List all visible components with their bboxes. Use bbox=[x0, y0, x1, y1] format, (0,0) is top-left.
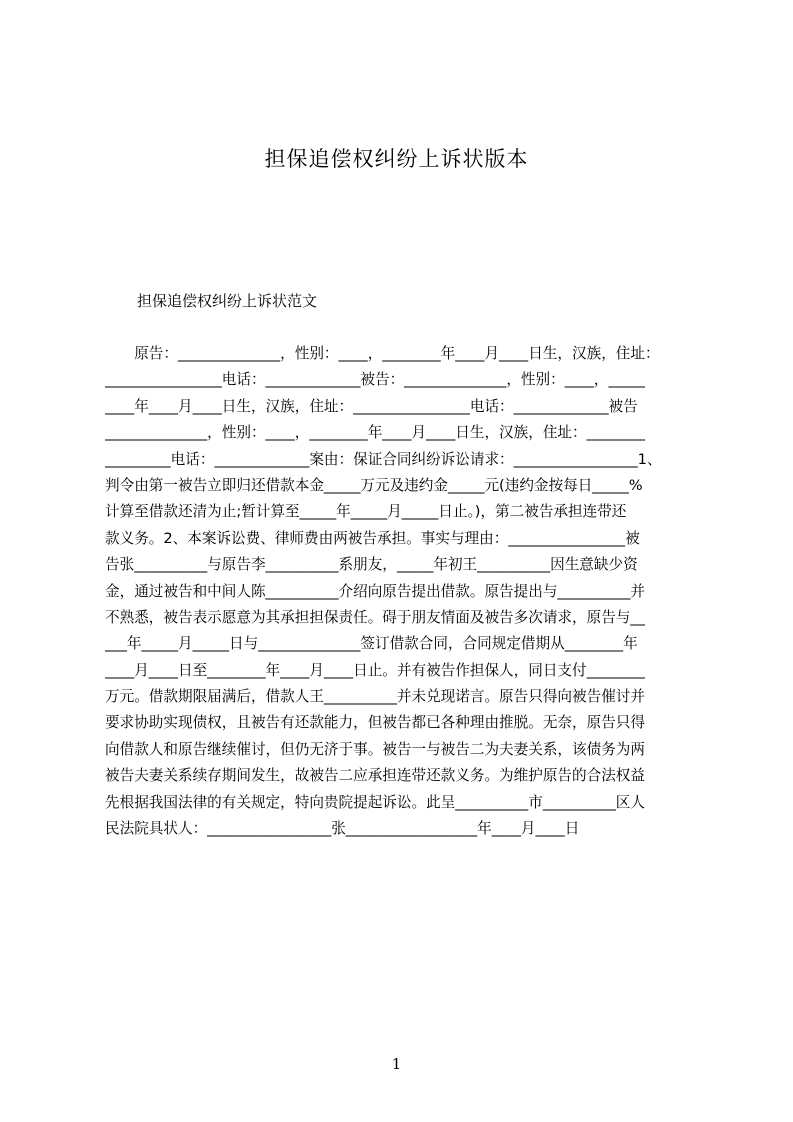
document-title: 担保追偿权纠纷上诉状版本 bbox=[264, 147, 529, 171]
body-line: 计算至借款还清为止;暂计算至_____年_____月_____日止。)，第二被告承担连带还 bbox=[105, 503, 627, 521]
document-body bbox=[105, 341, 696, 842]
body-line: ____年____月____日生，汉族，住址：________________电话：_____________被告 bbox=[105, 397, 638, 415]
body-line: 判令由第一被告立即归还借款本金_____万元及违约金_____元(违约金按每日_____% bbox=[105, 476, 643, 494]
body-line: 万元。借款期限届满后，借款人王__________并未兑现诺言。原告只得向被告催讨并 bbox=[105, 688, 645, 706]
body-line: 民法院具状人：_________________张__________________年____月____日 bbox=[105, 820, 580, 838]
body-line: 不熟悉，被告表示愿意为其承担担保责任。碍于朋友情面及被告多次请求，原告与__ bbox=[105, 608, 645, 626]
body-line: ____月____日至________年____月____日止。并有被告作担保人，同日支付________ bbox=[105, 661, 645, 679]
body-line: ______________，性别：____，________年____月____日生，汉族，住址：________ bbox=[105, 424, 645, 442]
body-line: 告张__________与原告李__________系朋友，_____年初王__________因生意缺少资 bbox=[105, 556, 638, 574]
body-line: ________________电话：_____________被告：______________，性别：____，_____ bbox=[105, 371, 645, 389]
page-number: 1 bbox=[391, 1055, 402, 1073]
body-line: 向借款人和原告继续催讨，但仍无济于事。被告一与被告二为夫妻关系，该债务为两 bbox=[105, 740, 645, 758]
body-line: 金，通过被告和中间人陈__________介绍向原告提出借款。原告提出与__________并 bbox=[105, 582, 645, 600]
body-line: 要求协助实现债权，且被告有还款能力，但被告都已各种理由推脱。无奈，原告只得 bbox=[105, 714, 645, 732]
body-line: ___年_____月_____日与______________签订借款合同，合同规定借期从________年 bbox=[105, 635, 638, 653]
document-subtitle: 担保追偿权纠纷上诉状范文 bbox=[137, 292, 318, 310]
body-line: 先根据我国法律的有关规定，特向贵院提起诉讼。此呈__________市__________区人 bbox=[105, 793, 645, 811]
body-line: 款义务。2、本案诉讼费、律师费由两被告承担。事实与理由：________________被 bbox=[105, 529, 640, 547]
body-line: 被告夫妻关系续存期间发生，故被告二应承担连带还款义务。为维护原告的合法权益 bbox=[105, 767, 645, 785]
body-line: 原告：______________，性别：____，________年____月____日生，汉族，住址： bbox=[105, 345, 660, 362]
body-line: _________电话：_____________案由：保证合同纠纷诉讼请求：_________________1、 bbox=[105, 450, 662, 468]
